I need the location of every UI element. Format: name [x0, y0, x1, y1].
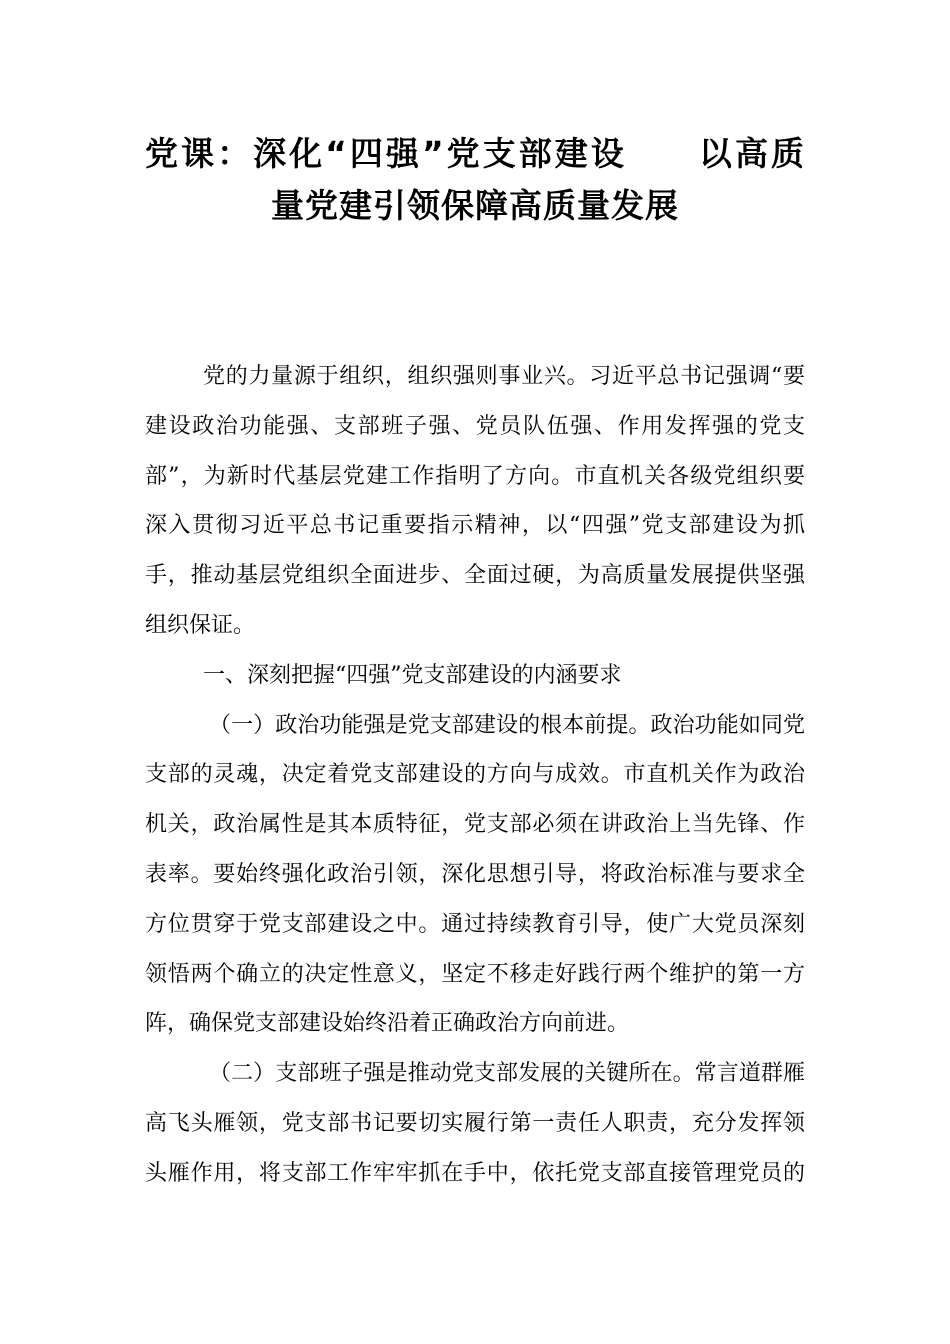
body-line: （二）支部班子强是推动党支部发展的关键所在。常言道群雁 [209, 1061, 805, 1087]
body-line: 组织保证。 [145, 612, 256, 638]
body-line: 高飞头雁领，党支部书记要切实履行第一责任人职责，充分发挥领 [145, 1110, 805, 1136]
body-line: 部”，为新时代基层党建工作指明了方向。市直机关各级党组织要 [145, 463, 805, 489]
body-line: 阵，确保党支部建设始终沿着正确政治方向前进。 [145, 1011, 630, 1037]
document-title-line-2: 量党建引领保障高质量发展 [271, 186, 679, 225]
body-line: （一）政治功能强是党支部建设的根本前提。政治功能如同党 [209, 712, 805, 738]
body-line: 建设政治功能强、支部班子强、党员队伍强、作用发挥强的党支 [145, 413, 805, 439]
document-title-line-1: 党课：深化“四强”党支部建设 以高质 [145, 134, 805, 173]
body-line: 领悟两个确立的决定性意义，坚定不移走好践行两个维护的第一方 [145, 961, 805, 987]
body-line: 深入贯彻习近平总书记重要指示精神，以“四强”党支部建设为抓 [145, 513, 805, 539]
document-body [145, 352, 805, 1199]
body-line: 机关，政治属性是其本质特征，党支部必须在讲政治上当先锋、作 [145, 812, 805, 838]
section-heading: 一、深刻把握“四强”党支部建设的内涵要求 [203, 662, 622, 688]
body-line: 手，推动基层党组织全面进步、全面过硬，为高质量发展提供坚强 [145, 563, 805, 589]
body-line: 表率。要始终强化政治引领，深化思想引导，将政治标准与要求全 [145, 861, 805, 887]
body-line: 支部的灵魂，决定着党支部建设的方向与成效。市直机关作为政治 [145, 762, 805, 788]
body-line: 头雁作用，将支部工作牢牢抓在手中，依托党支部直接管理党员的 [145, 1160, 805, 1186]
body-line: 方位贯穿于党支部建设之中。通过持续教育引导，使广大党员深刻 [145, 911, 805, 937]
body-line: 党的力量源于组织，组织强则事业兴。习近平总书记强调“要 [203, 364, 805, 389]
